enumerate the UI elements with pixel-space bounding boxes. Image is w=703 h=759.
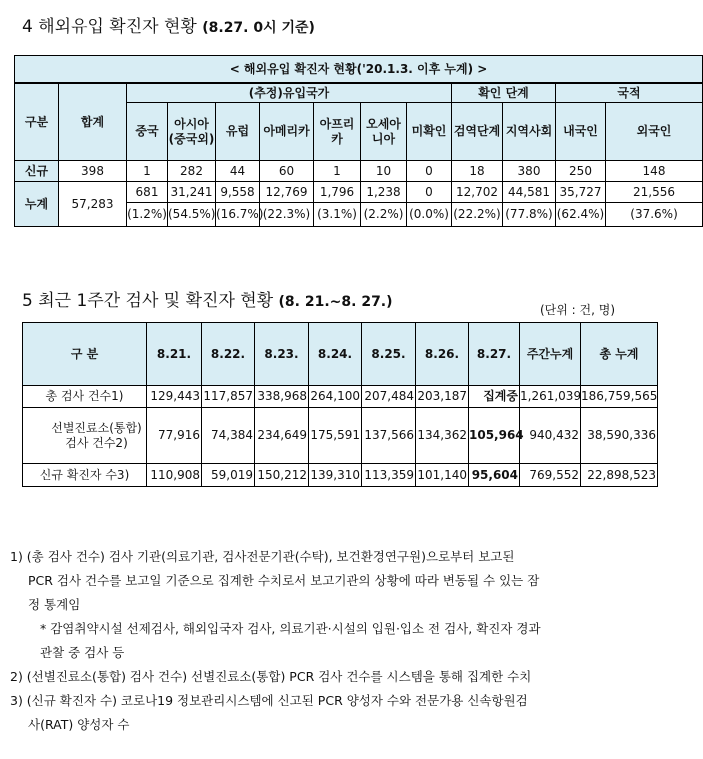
table-cell: 117,857	[202, 386, 255, 408]
table-cell: 1,238	[361, 182, 407, 203]
table-cell: 18	[452, 161, 503, 182]
section5-date: (8. 21.~8. 27.)	[278, 294, 393, 310]
table-cell: 12,769	[260, 182, 314, 203]
grand-total-header: 총 누계	[581, 323, 658, 386]
table-cell: 113,359	[362, 464, 416, 487]
table-cell: 148	[606, 161, 703, 182]
pct-cell: (37.6%)	[606, 203, 703, 227]
footnote-line: 정 통계임	[28, 597, 81, 612]
date-header: 8.21.	[147, 323, 202, 386]
table-cell: 1,796	[314, 182, 361, 203]
table-cell: 44	[216, 161, 260, 182]
section4-date: (8.27. 0시 기준)	[202, 20, 315, 36]
footnote-line: PCR 검사 건수를 보고일 기준으로 집계한 수치로서 보고기관의 상황에 따라 변동될 수 있는 잠	[28, 573, 540, 588]
group-header-nationality: 국적	[556, 83, 703, 103]
table-cell: 0	[407, 182, 452, 203]
table-cell: 338,968	[255, 386, 309, 408]
table-cell: 9,558	[216, 182, 260, 203]
date-header: 8.27.	[469, 323, 520, 386]
table-cell: 0	[407, 161, 452, 182]
table-cell: 940,432	[520, 408, 581, 464]
pct-cell: (62.4%)	[556, 203, 606, 227]
col-header: 미확인	[407, 103, 452, 161]
table-cell: 234,649	[255, 408, 309, 464]
col-header: 아프리카	[314, 103, 361, 161]
pct-cell: (77.8%)	[503, 203, 556, 227]
footnote-line: 관찰 중 검사 등	[40, 645, 125, 660]
overseas-cases-table	[14, 55, 703, 227]
table-cell: 105,964	[469, 408, 520, 464]
col-header: 유럽	[216, 103, 260, 161]
table-caption: < 해외유입 확진자 현황('20.1.3. 이후 누계) >	[15, 56, 703, 84]
table-cell: 44,581	[503, 182, 556, 203]
table-cell: 101,140	[416, 464, 469, 487]
pct-cell: (3.1%)	[314, 203, 361, 227]
pct-cell: (22.2%)	[452, 203, 503, 227]
table-cell: 137,566	[362, 408, 416, 464]
table-cell: 134,362	[416, 408, 469, 464]
table-cell: 264,100	[309, 386, 362, 408]
table-cell: 207,484	[362, 386, 416, 408]
footnote-line: 1) (총 검사 건수) 검사 기관(의료기관, 검사전문기관(수탁), 보건환경연구원)으로부터 보고된	[10, 549, 515, 564]
table-cell: 380	[503, 161, 556, 182]
table-cell: 77,916	[147, 408, 202, 464]
date-header: 8.25.	[362, 323, 416, 386]
table-cell: 74,384	[202, 408, 255, 464]
pct-cell: (54.5%)	[168, 203, 216, 227]
row-label-total-tests: 총 검사 건수1)	[23, 386, 147, 408]
section4-title: 4 해외유입 확진자 현황	[22, 17, 197, 37]
col-header: 지역사회	[503, 103, 556, 161]
col-header-group: 구분	[15, 83, 59, 161]
pct-cell: (16.7%)	[216, 203, 260, 227]
table-cell: 250	[556, 161, 606, 182]
table-cell: 1,261,039	[520, 386, 581, 408]
col-header: 아시아(중국외)	[168, 103, 216, 161]
table-cell: 110,908	[147, 464, 202, 487]
table-cell: 10	[361, 161, 407, 182]
table-cell: 203,187	[416, 386, 469, 408]
footnote-line: 사(RAT) 양성자 수	[28, 717, 130, 732]
cumulative-total: 57,283	[59, 182, 127, 227]
row-label-new: 신규	[15, 161, 59, 182]
table-cell: 21,556	[606, 182, 703, 203]
group-header-stage: 확인 단계	[452, 83, 556, 103]
table-cell: 129,443	[147, 386, 202, 408]
col-header: 검역단계	[452, 103, 503, 161]
section5-heading	[22, 286, 393, 311]
pct-cell: (22.3%)	[260, 203, 314, 227]
section5-title: 5 최근 1주간 검사 및 확진자 현황	[22, 291, 274, 311]
table-cell: 139,310	[309, 464, 362, 487]
date-header: 8.22.	[202, 323, 255, 386]
table-cell: 150,212	[255, 464, 309, 487]
table-cell: 60	[260, 161, 314, 182]
section4-heading	[22, 12, 315, 37]
table-cell: 1	[314, 161, 361, 182]
table-cell: 1	[127, 161, 168, 182]
table-cell: 12,702	[452, 182, 503, 203]
table-cell: 95,604	[469, 464, 520, 487]
footnote-line: 3) (신규 확진자 수) 코로나19 정보관리시스템에 신고된 PCR 양성자 수와 전문가용 신속항원검	[10, 693, 528, 708]
col-header: 중국	[127, 103, 168, 161]
table-cell: 175,591	[309, 408, 362, 464]
date-header: 8.23.	[255, 323, 309, 386]
col-header: 외국인	[606, 103, 703, 161]
pct-cell: (2.2%)	[361, 203, 407, 227]
table-cell: 681	[127, 182, 168, 203]
unit-label: (단위 : 건, 명)	[540, 303, 616, 317]
table-cell: 31,241	[168, 182, 216, 203]
weekly-total-header: 주간누계	[520, 323, 581, 386]
row-label-new-cases: 신규 확진자 수3)	[23, 464, 147, 487]
col-header-group: 구 분	[23, 323, 147, 386]
table-cell: 282	[168, 161, 216, 182]
date-header: 8.24.	[309, 323, 362, 386]
row-label-screening-tests: 선별진료소(통합) 검사 건수2)	[23, 408, 147, 464]
table-cell: 186,759,565	[581, 386, 658, 408]
group-header-country: (추정)유입국가	[127, 83, 452, 103]
table-cell: 769,552	[520, 464, 581, 487]
weekly-test-table	[22, 322, 658, 487]
table-cell: 59,019	[202, 464, 255, 487]
col-header: 내국인	[556, 103, 606, 161]
table-cell: 집계중	[469, 386, 520, 408]
pct-cell: (0.0%)	[407, 203, 452, 227]
footnote-line: * 감염취약시설 선제검사, 해외입국자 검사, 의료기관·시설의 입원·입소 전 검사, 확진자 경과	[40, 621, 541, 636]
col-header-total: 합계	[59, 83, 127, 161]
footnote-line: 2) (선별진료소(통합) 검사 건수) 선별진료소(통합) PCR 검사 건수를 시스템을 통해 집계한 수치	[10, 669, 532, 684]
table-cell: 38,590,336	[581, 408, 658, 464]
row-label-cumulative: 누계	[15, 182, 59, 227]
pct-cell: (1.2%)	[127, 203, 168, 227]
table-cell: 22,898,523	[581, 464, 658, 487]
new-total: 398	[59, 161, 127, 182]
col-header: 아메리카	[260, 103, 314, 161]
date-header: 8.26.	[416, 323, 469, 386]
col-header: 오세아니아	[361, 103, 407, 161]
footnotes	[10, 545, 650, 737]
table-cell: 35,727	[556, 182, 606, 203]
